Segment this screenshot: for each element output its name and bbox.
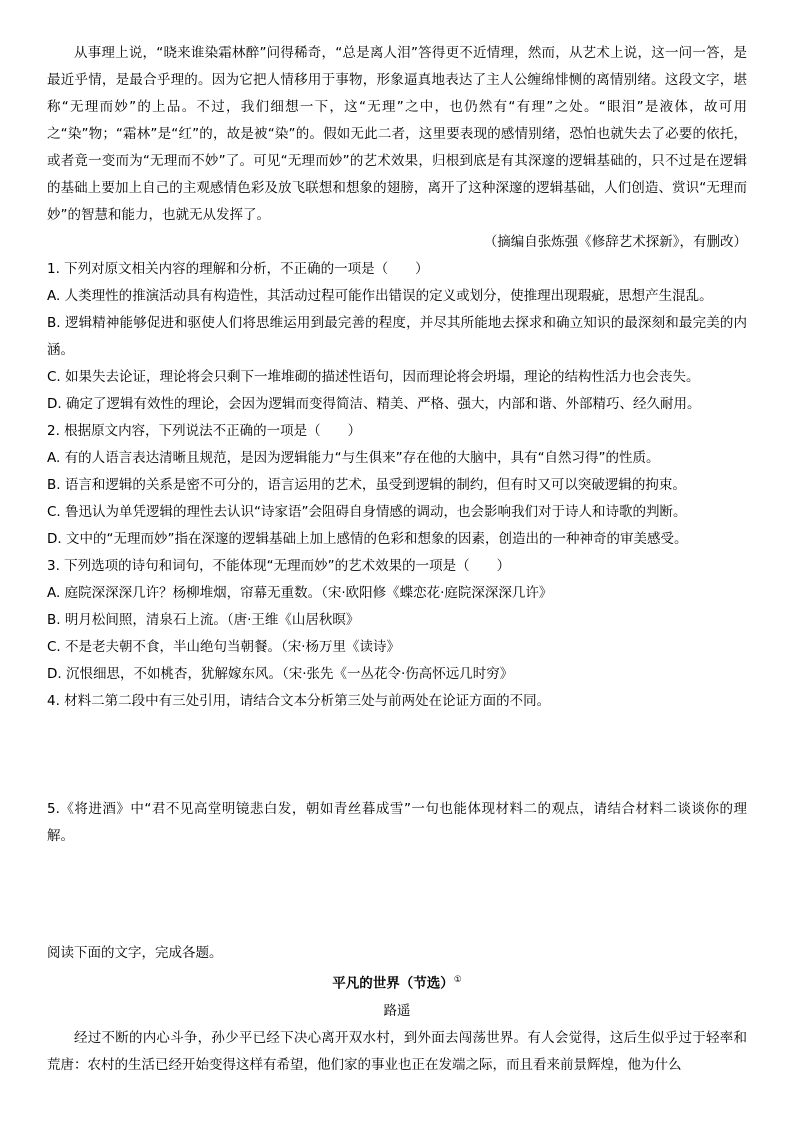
question-3 bbox=[47, 553, 747, 688]
reading-title-text: 平凡的世界（节选） bbox=[332, 975, 454, 992]
footnote-mark: ① bbox=[453, 975, 462, 985]
option-c: C. 鲁迅认为单凭逻辑的理性去认识“诗家语”会阻碍自身情感的调动，也会影响我们对于诗人和诗歌的判断。 bbox=[47, 504, 687, 520]
reading-section bbox=[47, 940, 747, 1079]
document-page bbox=[47, 40, 747, 1079]
reading-paragraph: 经过不断的内心斗争，孙少平已经下决心离开双水村，到外面去闯荡世界。有人会觉得，这后生似乎过于轻率和荒唐：农村的生活已经开始变得这样有希望，他们家的事业也正在发端之际，而且看来前景辉煌，他为什么 bbox=[47, 1029, 747, 1073]
question-stem: 5.《将进酒》中“君不见高堂明镜悲白发，朝如青丝暮成雪”一句也能体现材料二的观点，请结合材料二谈谈你的理解。 bbox=[47, 801, 747, 844]
question-stem: 3. 下列选项的诗句和词句，不能体现“无理而妙”的艺术效果的一项是（ ） bbox=[47, 558, 511, 574]
article-source: （摘编自张炼强《修辞艺术探新》，有删改） bbox=[483, 234, 747, 250]
question-2 bbox=[47, 418, 747, 553]
option-d: D. 确定了逻辑有效性的理论，会因为逻辑而变得简洁、精美、严格、强大，内部和谐、外部精巧、经久耐用。 bbox=[47, 396, 701, 412]
option-c: C. 不是老夫朝不食，半山绝句当朝餐。（宋·杨万里《读诗》 bbox=[47, 639, 401, 655]
question-5 bbox=[47, 796, 747, 940]
question-4 bbox=[47, 688, 747, 796]
reading-author: 路遥 bbox=[383, 1002, 411, 1019]
option-b: B. 逻辑精神能够促进和驱使人们将思维运用到最完善的程度，并尽其所能地去探求和确立知识的最深刻和最完美的内涵。 bbox=[47, 315, 747, 358]
reading-instruction: 阅读下面的文字，完成各题。 bbox=[47, 945, 223, 961]
option-a: A. 有的人语言表达清晰且规范，是因为逻辑能力“与生俱来”存在他的大脑中，具有“自然习得”的性质。 bbox=[47, 450, 660, 466]
option-d: D. 沉恨细思，不如桃杏，犹解嫁东风。（宋·张先《一丛花令·伤高怀远几时穷》 bbox=[47, 666, 514, 682]
option-b: B. 语言和逻辑的关系是密不可分的，语言运用的艺术，虽受到逻辑的制约，但有时又可以突破逻辑的拘束。 bbox=[47, 477, 686, 493]
question-stem: 1. 下列对原文相关内容的理解和分析，不正确的一项是（ ） bbox=[47, 261, 429, 277]
reading-title bbox=[47, 967, 747, 998]
answer-space bbox=[47, 715, 747, 796]
article-paragraph: 从事理上说，“晓来谁染霜林醉”问得稀奇，“总是离人泪”答得更不近情理，然而，从艺术上说，这一问一答，是最近乎情，是最合乎理的。因为它把人情移用于事物，形象逼真地表达了主人公缠绵悱恻的离情别绪。这段文字，堪称“无理而妙”的上品。不过，我们细想一下，这“无理”之中，也仍然有“有理”之处。“眼泪”是液体，故可用之“染”物；“霜林”是“红”的，故是被“染”的。假如无此二者，这里要表现的感情别绪，恐怕也就失去了必要的依托，或者竟一变而为“无理而不妙”了。可见“无理而妙”的艺术效果，归根到底是有其深邃的逻辑基础的，只不过是在逻辑的基础上要加上自己的主观感情色彩及放飞联想和想象的翅膀，离开了这种深邃的逻辑基础，人们创造、赏识“无理而妙”的智慧和能力，也就无从发挥了。 bbox=[47, 45, 747, 223]
option-b: B. 明月松间照，清泉石上流。（唐·王维《山居秋暝》 bbox=[47, 612, 360, 628]
question-stem: 2. 根据原文内容，下列说法不正确的一项是（ ） bbox=[47, 423, 362, 439]
option-a: A. 庭院深深深几许？杨柳堆烟，帘幕无重数。（宋·欧阳修《蝶恋花·庭院深深深几许》 bbox=[47, 585, 553, 601]
option-a: A. 人类理性的推演活动具有构造性，其活动过程可能作出错误的定义或划分，使推理出现瑕疵，思想产生混乱。 bbox=[47, 288, 713, 304]
answer-space bbox=[47, 850, 747, 940]
question-1 bbox=[47, 256, 747, 418]
option-c: C. 如果失去论证，理论将会只剩下一堆堆砌的描述性语句，因而理论将会坍塌，理论的结构性活力也会丧失。 bbox=[47, 369, 700, 385]
question-stem: 4. 材料二第二段中有三处引用，请结合文本分析第三处与前两处在论证方面的不同。 bbox=[47, 693, 551, 709]
option-d: D. 文中的“无理而妙”指在深邃的逻辑基础上加上感情的色彩和想象的因素，创造出的一种神奇的审美感受。 bbox=[47, 531, 688, 547]
